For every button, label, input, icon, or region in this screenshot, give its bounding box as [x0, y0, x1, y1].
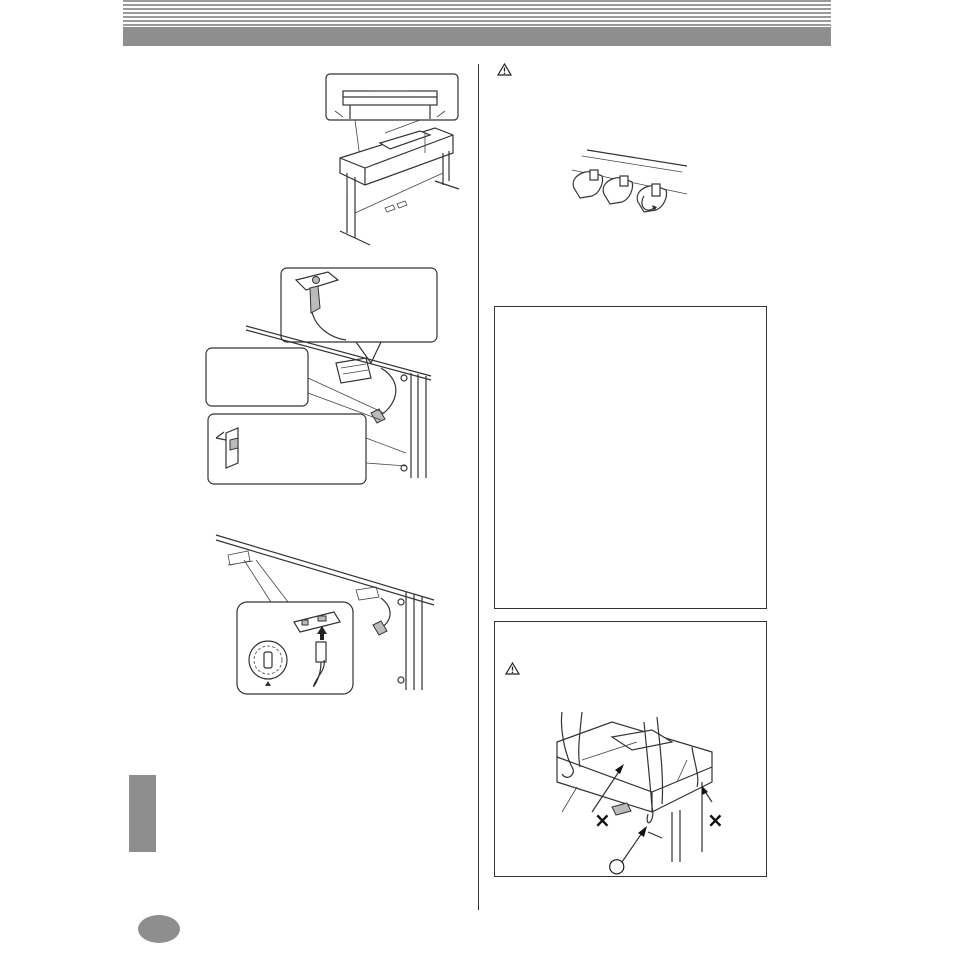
lifting-piano-illustration: [552, 712, 732, 877]
right-mark: ○: [608, 853, 626, 877]
wrong-mark-left: ×: [594, 808, 611, 832]
page-number-oval: [138, 915, 180, 943]
pedal-adjuster-illustration: [562, 148, 692, 218]
header-stripes: [123, 0, 831, 27]
header-band: [123, 0, 831, 46]
side-tab: [129, 775, 156, 852]
piano-assembly-illustration: [325, 73, 460, 245]
power-connection-illustration: [216, 530, 438, 696]
wrong-mark-right: ×: [707, 808, 724, 832]
note-box: [494, 306, 767, 609]
header-solid-bar: [123, 27, 831, 46]
caution-box-warning-icon: [505, 662, 520, 675]
column-divider: [478, 64, 479, 910]
warning-triangle-icon: [497, 63, 512, 76]
cable-connection-illustration: [206, 268, 438, 486]
